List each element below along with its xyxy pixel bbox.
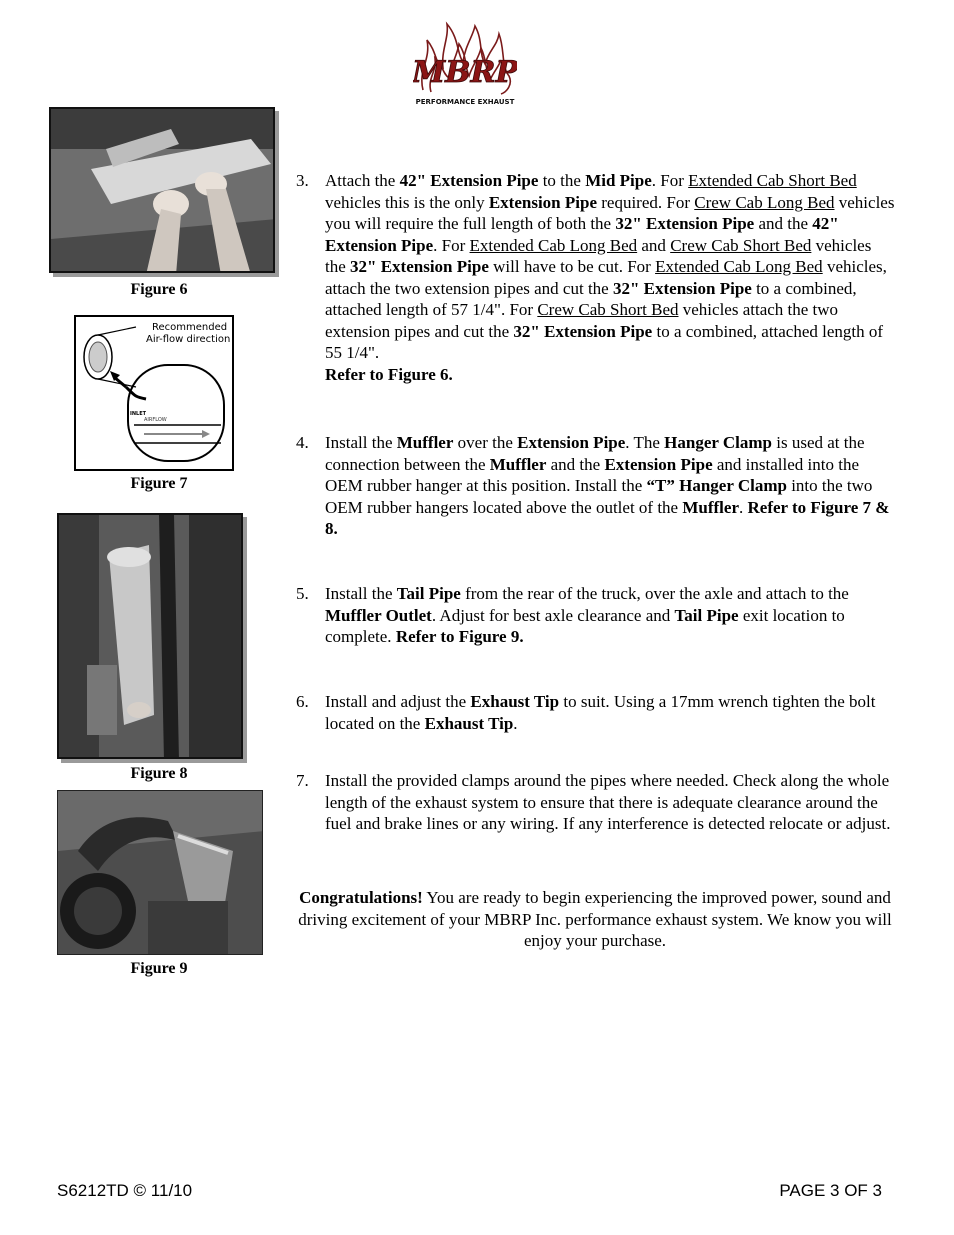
step-text-run: . The	[625, 433, 665, 452]
step-6	[296, 691, 896, 770]
step-3	[296, 170, 896, 432]
step-text-run: exit location to complete.	[325, 605, 845, 646]
step-text-run: Extended Cab Long Bed	[469, 235, 638, 255]
step-number: 3.	[296, 171, 309, 190]
step-text-run: Refer to Figure 6.	[325, 364, 453, 384]
step-text-run: 32" Extension Pipe	[612, 278, 752, 298]
step-text	[325, 691, 896, 734]
step-number: 6.	[296, 692, 309, 711]
step-text-run: Extension Pipe	[488, 192, 597, 212]
step-text-run: into the two OEM rubber hangers located above the outlet of the	[325, 476, 873, 517]
step-text-run: Install and adjust the	[325, 692, 471, 711]
step-text-run: Extension Pipe	[604, 454, 713, 474]
step-text-run: to the	[538, 171, 586, 190]
step-text-run: . For	[651, 171, 689, 190]
instruction-steps	[296, 170, 896, 835]
step-text-run: will have to be cut. For	[488, 257, 656, 276]
step-text-run: Install the	[325, 433, 397, 452]
figure-7-inlet-label: INLET	[130, 411, 147, 417]
step-text-run: required. For	[597, 192, 695, 212]
figure-7-label-line1: Recommended	[152, 322, 228, 333]
step-text-run: Attach the	[325, 171, 400, 190]
step-text-run: and	[637, 235, 671, 255]
figure-6-caption: Figure 6	[130, 281, 188, 298]
step-number: 4.	[296, 433, 309, 452]
step-text-run: Crew Cab Long Bed	[694, 192, 835, 212]
congrats-lead: Congratulations!	[299, 888, 423, 907]
step-text-run: . For	[433, 235, 470, 255]
step-text-run: over the	[453, 433, 518, 452]
step-text	[325, 170, 896, 385]
step-text-run: Install the provided clamps around the pipes where needed. Check along the whole length of the exhaust system to ensure that there is adequate clearance around the fuel and brake lines or any wiring. If any interference is detected relocate or adjust.	[325, 771, 891, 833]
step-text-run: 42" Extension Pipe	[399, 171, 539, 190]
step-text-run: Exhaust Tip	[470, 692, 560, 711]
logo-brand: MBRP	[413, 55, 517, 90]
step-number: 7.	[296, 771, 309, 790]
step-text-run: Crew Cab Short Bed	[670, 235, 812, 255]
step-text-run: vehicles the	[325, 235, 872, 276]
step-text-run: Muffler	[396, 433, 454, 452]
step-text	[325, 432, 896, 540]
figure-7-caption: Figure 7	[130, 475, 188, 492]
step-text-run: Exhaust Tip	[424, 713, 514, 733]
figure-7-diagram	[74, 315, 234, 471]
figure-6-photo	[49, 107, 275, 273]
footer-doc-code: S6212TD © 11/10	[57, 1181, 193, 1200]
step-text-run: vehicles attach the two extension pipes and cut the	[325, 300, 839, 341]
logo-tagline: PERFORMANCE EXHAUST	[415, 98, 515, 106]
figure-7-airflow-label: AIRFLOW	[144, 417, 167, 423]
step-text-run: Tail Pipe	[396, 584, 461, 603]
step-text-run: “T” Hanger Clamp	[646, 476, 787, 495]
step-text-run: Extended Cab Long Bed	[655, 257, 823, 276]
step-text-run: Install the	[325, 584, 397, 603]
congrats-body: You are ready to begin experiencing the improved power, sound and driving excitement of your MBRP Inc. performance exhaust system. We know you will enjoy your purchase.	[298, 888, 892, 950]
step-text-run: from the rear of the truck, over the axle and attach to the	[460, 584, 849, 603]
step-text-run: and installed into the OEM rubber hanger at this position. Install the	[325, 454, 859, 495]
step-text-run: to suit. Using a 17mm wrench tighten the bolt located on the	[325, 692, 876, 733]
step-text-run: Extension Pipe	[517, 433, 626, 452]
step-text	[325, 583, 896, 648]
step-text-run: vehicles this is the only	[325, 192, 489, 212]
step-text-run: 42" Extension Pipe	[325, 214, 839, 255]
step-text-run: and the	[754, 214, 813, 233]
step-text-run: Refer to Figure 7 & 8.	[325, 497, 890, 538]
step-text-run: 32" Extension Pipe	[615, 214, 755, 233]
footer-page-number: PAGE 3 OF 3	[779, 1181, 882, 1200]
step-text-run: Muffler	[489, 454, 547, 474]
figure-8-caption: Figure 8	[130, 765, 188, 782]
step-4	[296, 432, 896, 583]
step-number: 5.	[296, 584, 309, 603]
step-text-run: Muffler Outlet	[325, 605, 432, 625]
step-text-run: and the	[546, 454, 605, 474]
step-text-run: vehicles, attach the two extension pipes and cut the	[325, 257, 887, 298]
step-text-run: Refer to Figure 9.	[395, 627, 524, 646]
step-text-run: is used at the connection between the	[325, 433, 865, 474]
step-text-run: to a combined, attached length of 55 1/4".	[325, 321, 884, 362]
step-5	[296, 583, 896, 691]
step-7	[296, 770, 896, 835]
step-text-run: Muffler	[682, 497, 739, 517]
step-text-run: 32" Extension Pipe	[513, 321, 653, 341]
step-text-run: Extended Cab Short Bed	[688, 171, 857, 190]
step-text-run: Mid Pipe	[585, 171, 652, 190]
step-text-run: to a combined, attached length of 57 1/4". For	[325, 278, 857, 319]
step-text	[325, 770, 896, 835]
figure-9-caption: Figure 9	[130, 960, 188, 977]
step-text-run: .	[513, 713, 518, 733]
step-text-run: Tail Pipe	[674, 605, 739, 625]
step-text-run: 32" Extension Pipe	[350, 257, 489, 276]
step-text-run: .	[739, 497, 748, 517]
step-text-run: vehicles you will require the full length of both the	[325, 192, 895, 233]
step-text-run: . Adjust for best axle clearance and	[431, 605, 675, 625]
step-text-run: Hanger Clamp	[664, 433, 772, 452]
figure-8-photo	[57, 513, 243, 759]
figure-7-label-line2: Air-flow direction	[146, 334, 231, 345]
figure-9-photo	[57, 790, 263, 955]
mbrp-logo	[413, 20, 517, 108]
step-text-run: Crew Cab Short Bed	[537, 300, 679, 319]
congratulations-paragraph	[296, 887, 894, 952]
